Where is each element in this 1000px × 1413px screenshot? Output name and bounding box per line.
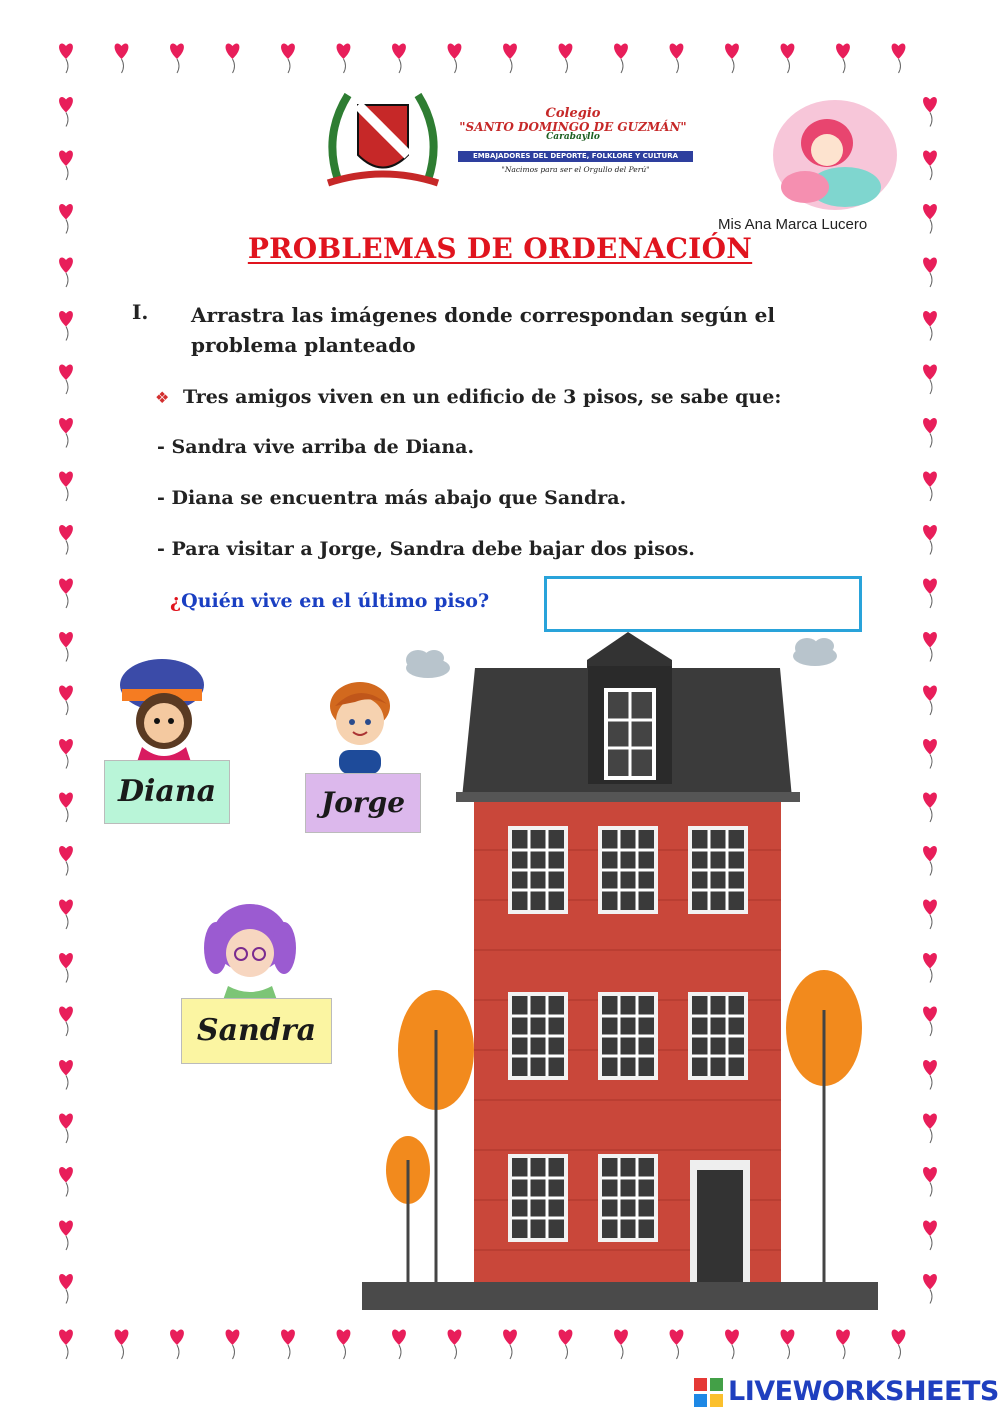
heart-icon xyxy=(59,44,73,73)
heart-icon xyxy=(59,525,73,554)
school-label: Colegio xyxy=(545,106,601,121)
heart-icon xyxy=(670,1330,684,1359)
heart-icon xyxy=(59,793,73,822)
school-name: "SANTO DOMINGO DE GUZMÁN" xyxy=(459,119,687,134)
page-title: PROBLEMAS DE ORDENACIÓN xyxy=(247,232,753,265)
school-motto: "Nacimos para ser el Orgullo del Perú" xyxy=(501,165,650,174)
heart-icon xyxy=(59,311,73,340)
heart-icon xyxy=(281,1330,295,1359)
clue-1: - Sandra vive arriba de Diana. xyxy=(157,436,475,458)
heart-icon xyxy=(725,44,739,73)
building-door xyxy=(697,1170,743,1282)
heart-icon xyxy=(923,472,937,501)
window xyxy=(688,992,748,1080)
teacher-name: Mis Ana Marca Lucero xyxy=(718,216,868,233)
heart-icon xyxy=(59,1060,73,1089)
heart-icon xyxy=(59,204,73,233)
heart-icon xyxy=(614,1330,628,1359)
heart-icon xyxy=(923,418,937,447)
heart-icon xyxy=(923,151,937,180)
tree-icon xyxy=(786,970,862,1290)
heart-icon xyxy=(59,365,73,394)
heart-icon xyxy=(923,953,937,982)
window xyxy=(688,826,748,914)
sandra-character-icon[interactable] xyxy=(200,898,300,1003)
cloud-icon xyxy=(793,638,837,666)
heart-icon xyxy=(115,1330,129,1359)
diana-character-icon[interactable] xyxy=(112,655,212,765)
card-diana[interactable]: Diana xyxy=(104,760,230,824)
school-header xyxy=(318,85,698,195)
card-sandra[interactable]: Sandra xyxy=(181,998,332,1064)
window xyxy=(598,992,658,1080)
window xyxy=(508,1154,568,1242)
heart-icon xyxy=(836,44,850,73)
heart-icon xyxy=(281,44,295,73)
heart-icon xyxy=(923,311,937,340)
heart-icon xyxy=(59,953,73,982)
building-illustration xyxy=(360,630,880,1320)
school-district: Carabayllo xyxy=(546,132,600,143)
heart-icon xyxy=(725,1330,739,1359)
heart-icon xyxy=(59,739,73,768)
heart-icon xyxy=(923,1167,937,1196)
question-body: Quién vive en el último piso? xyxy=(181,590,490,612)
window xyxy=(598,826,658,914)
heart-icon xyxy=(59,579,73,608)
heart-icon xyxy=(923,739,937,768)
heart-icon xyxy=(836,1330,850,1359)
heart-icon xyxy=(923,793,937,822)
heart-icon xyxy=(923,579,937,608)
answer-input-box[interactable] xyxy=(544,576,862,632)
heart-icon xyxy=(923,365,937,394)
tree-icon xyxy=(386,1136,430,1290)
heart-icon xyxy=(781,44,795,73)
heart-icon xyxy=(781,1330,795,1359)
heart-icon xyxy=(337,44,351,73)
heart-icon xyxy=(559,44,573,73)
heart-icon xyxy=(59,151,73,180)
heart-icon xyxy=(59,846,73,875)
problem-intro: Tres amigos viven en un edificio de 3 pisos, se sabe que: xyxy=(183,386,782,408)
window xyxy=(508,826,568,914)
heart-icon xyxy=(226,44,240,73)
clue-2: - Diana se encuentra más abajo que Sandra. xyxy=(157,487,627,509)
heart-icon xyxy=(59,1114,73,1143)
heart-icon xyxy=(59,686,73,715)
instruction-text: Arrastra las imágenes donde correspondan según el problema planteado xyxy=(191,303,775,357)
heart-icon xyxy=(170,44,184,73)
heart-icon xyxy=(559,1330,573,1359)
section-numeral: I. xyxy=(132,300,149,324)
heart-icon xyxy=(59,1274,73,1303)
heart-icon xyxy=(923,525,937,554)
heart-icon xyxy=(392,1330,406,1359)
heart-icon xyxy=(923,632,937,661)
question-text xyxy=(170,590,489,612)
heart-icon xyxy=(892,44,906,73)
heart-icon xyxy=(614,44,628,73)
heart-icon xyxy=(923,204,937,233)
school-motto-bar: EMBAJADORES DEL DEPORTE, FOLKLORE Y CULTURA xyxy=(458,151,693,162)
window xyxy=(598,1154,658,1242)
heart-icon xyxy=(923,1114,937,1143)
heart-icon xyxy=(923,846,937,875)
heart-icon xyxy=(59,632,73,661)
heart-icon xyxy=(892,1330,906,1359)
heart-icon xyxy=(923,1274,937,1303)
heart-icon xyxy=(59,1007,73,1036)
card-jorge[interactable]: Jorge xyxy=(305,773,421,833)
liveworksheets-logo-icon xyxy=(694,1378,724,1408)
heart-icon xyxy=(923,900,937,929)
heart-icon xyxy=(59,1330,73,1359)
heart-icon xyxy=(337,1330,351,1359)
heart-icon xyxy=(503,44,517,73)
question-open-mark: ¿ xyxy=(170,590,182,612)
heart-icon xyxy=(59,900,73,929)
heart-icon xyxy=(392,44,406,73)
diamond-bullet-icon: ❖ xyxy=(155,388,170,407)
ground xyxy=(362,1282,878,1310)
heart-icon xyxy=(923,1060,937,1089)
window xyxy=(508,992,568,1080)
cloud-icon xyxy=(406,650,450,678)
doll-illustration-icon xyxy=(765,95,905,215)
heart-icon xyxy=(59,97,73,126)
clue-3: - Para visitar a Jorge, Sandra debe bajar dos pisos. xyxy=(157,538,695,560)
heart-icon xyxy=(59,1167,73,1196)
heart-icon xyxy=(170,1330,184,1359)
heart-icon xyxy=(670,44,684,73)
heart-icon xyxy=(923,686,937,715)
heart-icon xyxy=(503,1330,517,1359)
heart-icon xyxy=(59,472,73,501)
school-crest-icon xyxy=(318,85,448,195)
heart-icon xyxy=(226,1330,240,1359)
heart-icon xyxy=(448,44,462,73)
heart-icon xyxy=(923,1221,937,1250)
footer-brand: LIVEWORKSHEETS xyxy=(728,1376,999,1407)
heart-icon xyxy=(923,1007,937,1036)
heart-icon xyxy=(115,44,129,73)
heart-icon xyxy=(448,1330,462,1359)
heart-icon xyxy=(923,97,937,126)
heart-icon xyxy=(59,1221,73,1250)
heart-icon xyxy=(59,418,73,447)
